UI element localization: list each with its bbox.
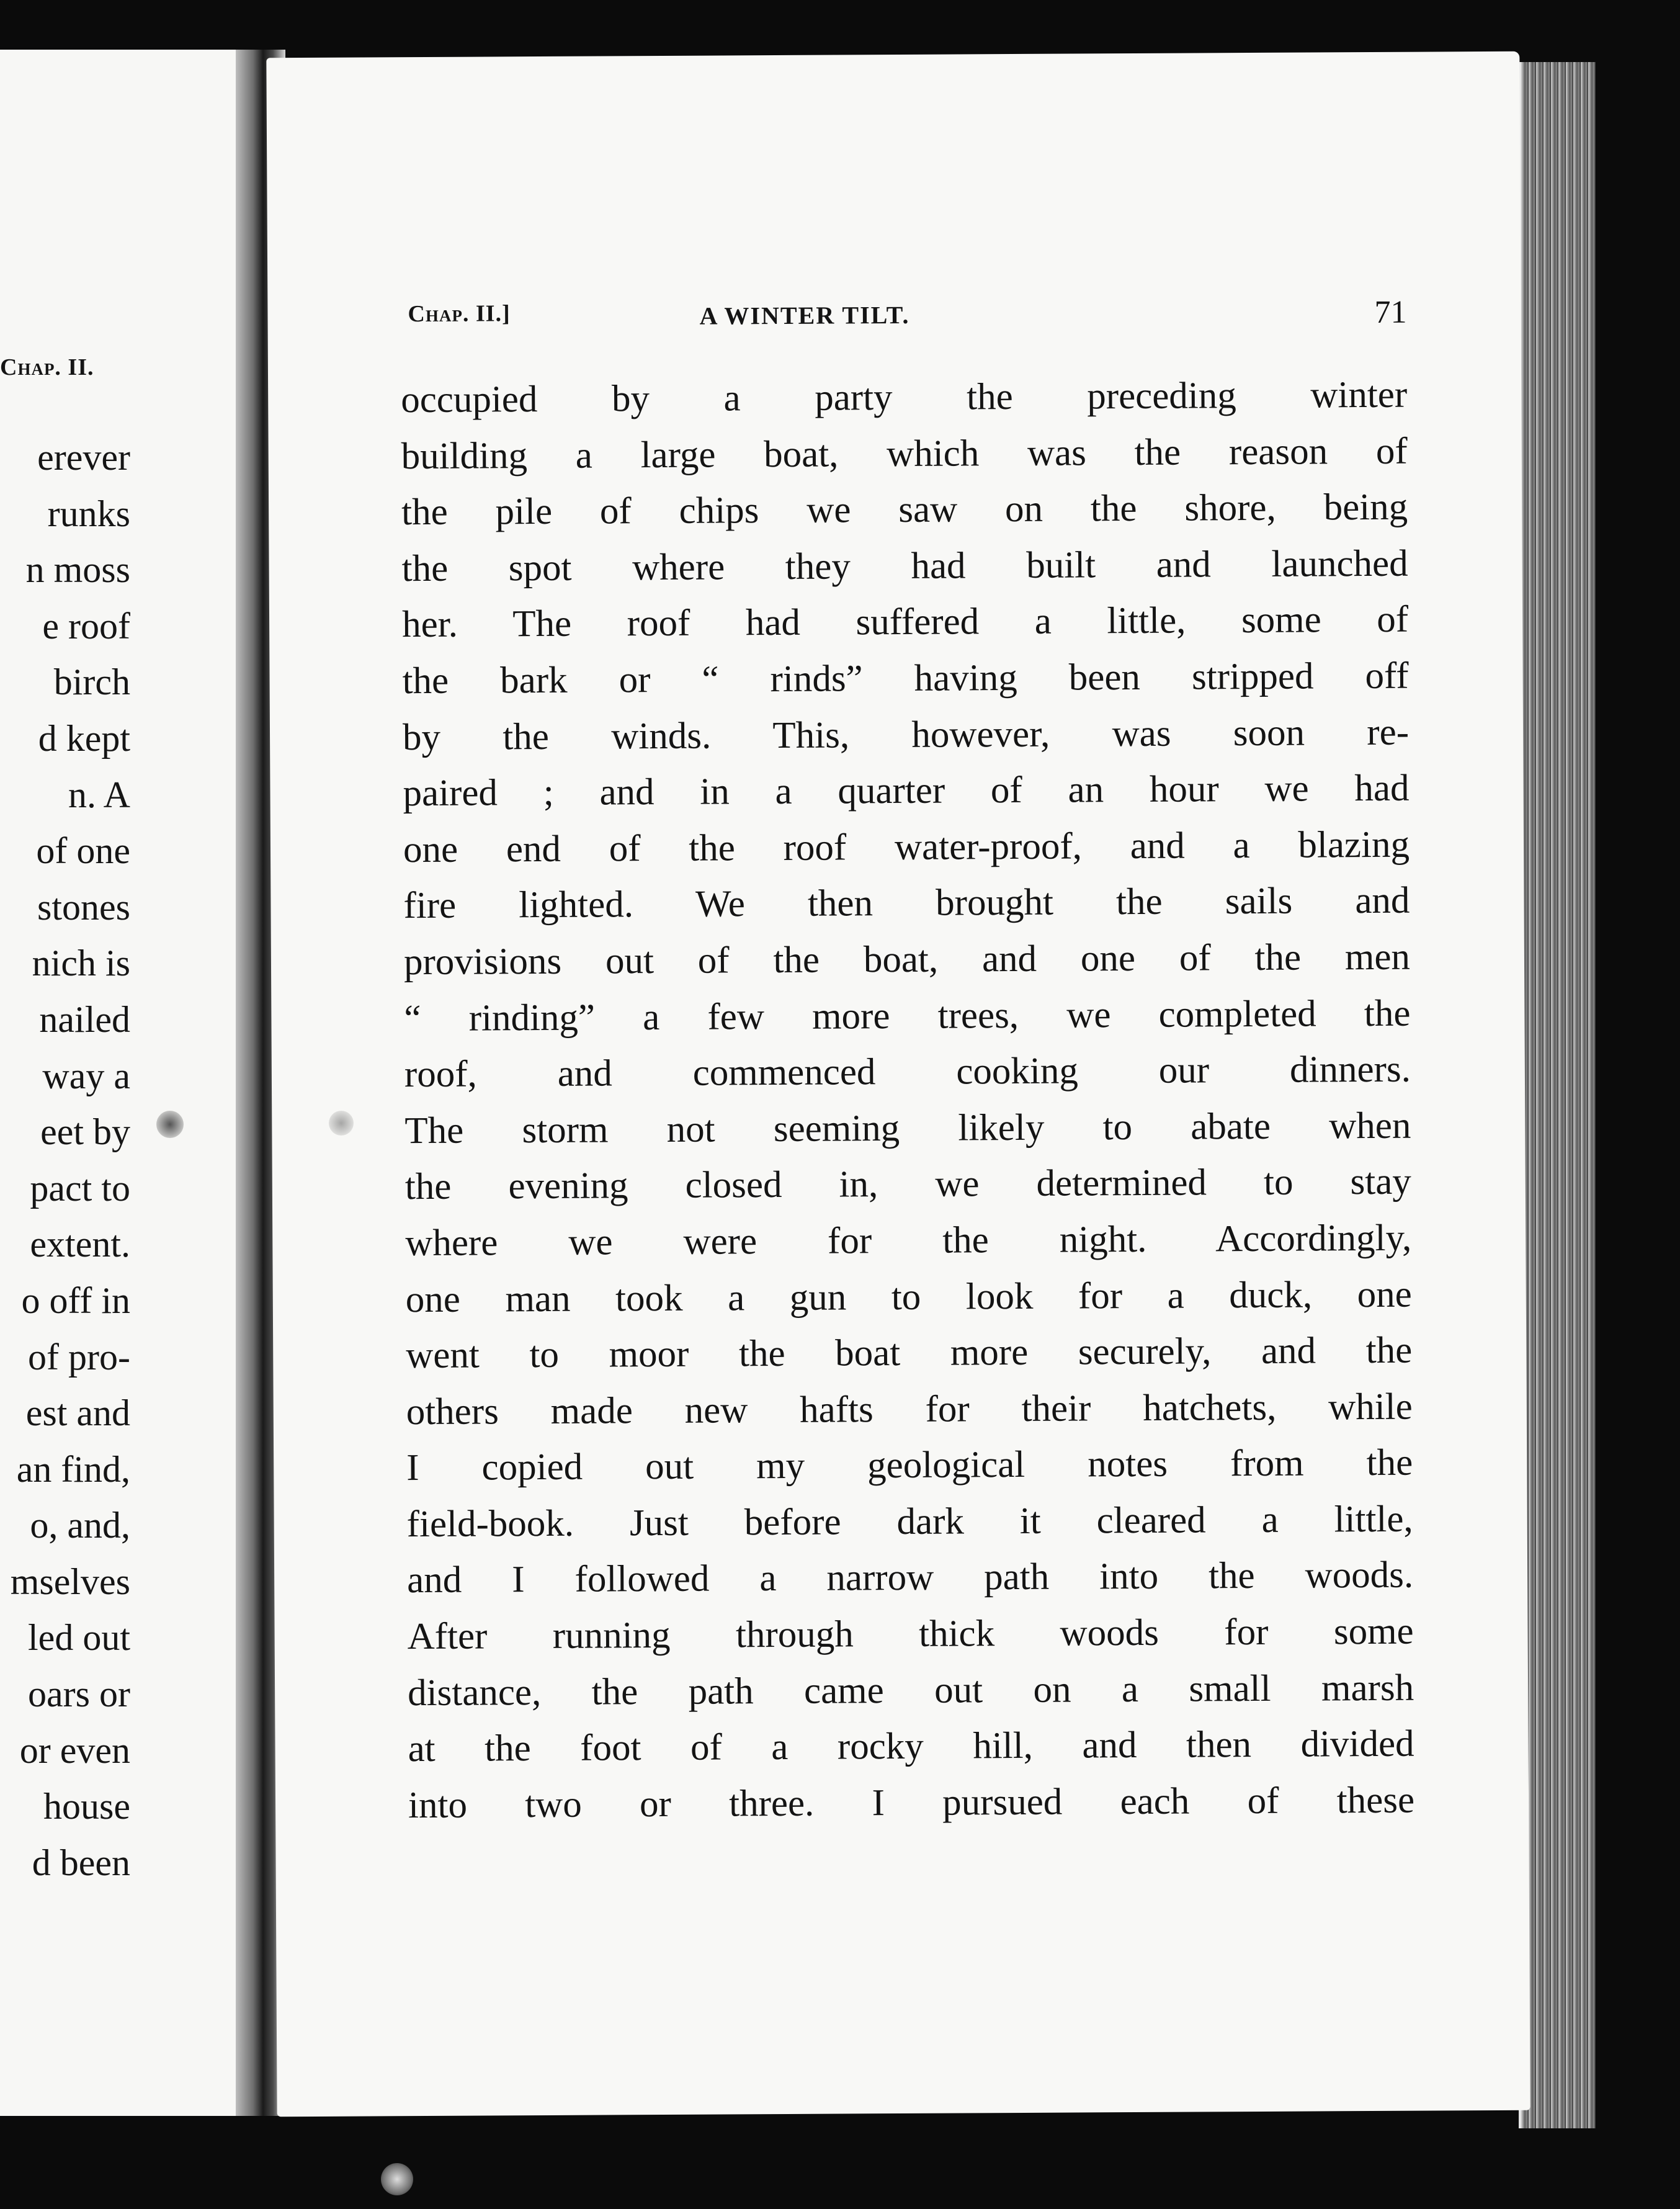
left-text-line: or even [19, 1729, 130, 1771]
left-text-line: birch [53, 661, 130, 703]
text-line: building a large boat, which was the reason of [401, 430, 1408, 477]
left-text-line: d kept [38, 717, 130, 759]
running-title: A WINTER TILT. [699, 300, 910, 330]
body-text [401, 367, 1414, 1834]
text-line: went to moor the boat more securely, and the [406, 1329, 1413, 1377]
text-line: roof, and commenced cooking our dinners. [404, 1048, 1411, 1096]
left-page [0, 50, 254, 2116]
text-line: occupied by a party the preceding winter [401, 374, 1408, 421]
ink-spot [329, 1111, 354, 1136]
text-line: her. The roof had suffered a little, some of [401, 599, 1409, 646]
left-running-head: Chap. II. [0, 354, 94, 380]
left-text-line: of one [36, 830, 130, 872]
left-text-line: erever [37, 437, 130, 478]
left-text-line: nailed [39, 998, 130, 1040]
text-line: After running through thick woods for some [407, 1610, 1414, 1658]
left-text-line: o off in [21, 1279, 130, 1321]
text-line: and I followed a narrow path into the woods. [407, 1554, 1414, 1602]
chapter-label: Chap. II.] [408, 300, 511, 328]
text-line: where we were for the night. Accordingly, [405, 1217, 1412, 1265]
left-text-line: n moss [25, 549, 130, 591]
text-line: the bark or “ rinds” having been stripped off [402, 655, 1409, 702]
left-text-line: e roof [42, 605, 130, 647]
left-text-line: est and [25, 1392, 130, 1434]
left-text-line: of pro- [28, 1336, 130, 1378]
text-line: “ rinding” a few more trees, we completed the [404, 992, 1411, 1039]
text-line: I copied out my geological notes from the [406, 1441, 1413, 1489]
text-line: by the winds. This, however, was soon re- [402, 711, 1410, 758]
left-text-line: stones [37, 886, 130, 928]
text-line: field-book. Just before dark it cleared a little, [406, 1498, 1413, 1546]
left-text-line: house [43, 1786, 130, 1827]
ink-spot [381, 2163, 413, 2195]
page-number: 71 [1374, 294, 1407, 330]
left-text-line: n. A [68, 774, 130, 815]
text-line: fire lighted. We then brought the sails and [403, 880, 1410, 927]
text-line: into two or three. I pursued each of these [408, 1779, 1415, 1826]
text-line: paired ; and in a quarter of an hour we had [403, 767, 1410, 815]
text-line: the evening closed in, we determined to stay [404, 1160, 1412, 1208]
page-block-edge [1519, 62, 1596, 2128]
left-text-line: mselves [10, 1561, 130, 1602]
left-text-line: extent. [30, 1224, 130, 1265]
text-line: one end of the roof water-proof, and a blazing [403, 823, 1410, 871]
left-text-line: an find, [16, 1448, 130, 1490]
left-text-line: oars or [28, 1674, 130, 1715]
left-text-line: o, and, [30, 1505, 130, 1546]
text-line: the spot where they had built and launched [401, 542, 1408, 589]
text-line: others made new hafts for their hatchets, while [406, 1386, 1413, 1433]
running-head [408, 295, 1406, 338]
text-line: distance, the path came out on a small marsh [407, 1667, 1414, 1714]
text-line: at the foot of a rocky hill, and then divided [408, 1723, 1414, 1770]
text-line: one man took a gun to look for a duck, one [405, 1273, 1412, 1320]
text-line: provisions out of the boat, and one of the men [403, 936, 1411, 984]
left-text-line: way a [42, 1055, 130, 1096]
left-text-line: runks [47, 493, 130, 534]
left-text-line: pact to [30, 1167, 130, 1209]
left-text-line: eet by [40, 1111, 130, 1153]
ink-spot [156, 1111, 184, 1138]
right-page [266, 52, 1530, 2117]
left-page-text [0, 429, 254, 1891]
text-line: The storm not seeming likely to abate when [404, 1104, 1411, 1152]
left-text-line: led out [28, 1617, 130, 1659]
left-text-line: nich is [32, 943, 130, 984]
text-line: the pile of chips we saw on the shore, being [401, 486, 1408, 534]
left-text-line: d been [32, 1842, 130, 1883]
